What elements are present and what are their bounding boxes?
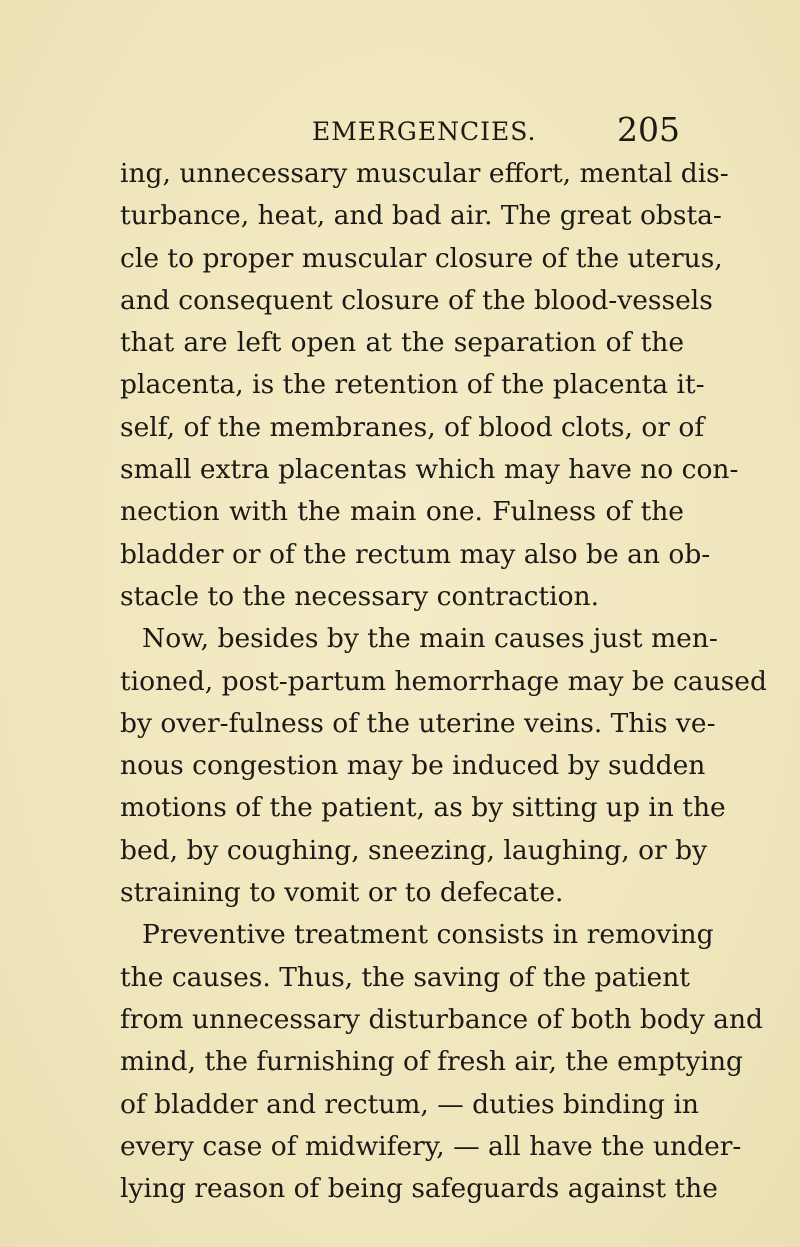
text-line: mind, the furnishing of fresh air, the emptying (120, 1046, 744, 1078)
text-line: straining to vomit or to defecate. (120, 877, 564, 909)
text-line: Preventive treatment consists in removing (142, 919, 714, 951)
body-text (120, 153, 767, 1210)
text-line: and consequent closure of the blood-vessels (120, 284, 713, 316)
text-line: turbance, heat, and bad air. The great obsta- (120, 200, 722, 232)
section-title: EMERGENCIES. (312, 117, 537, 146)
text-line: the causes. Thus, the saving of the patient (120, 961, 690, 993)
text-line: nous congestion may be induced by sudden (120, 750, 706, 782)
text-line: from unnecessary disturbance of both body and (120, 1003, 764, 1035)
text-line: ing, unnecessary muscular effort, mental dis- (120, 158, 729, 189)
text-line: lying reason of being safeguards against the (120, 1173, 718, 1205)
text-line: by over-fulness of the uterine veins. This ve- (120, 707, 716, 739)
text-line: bed, by coughing, sneezing, laughing, or by (120, 834, 708, 866)
text-line: motions of the patient, as by sitting up in the (120, 792, 726, 824)
text-line: Now, besides by the main causes just men- (142, 623, 718, 655)
text-line: cle to proper muscular closure of the uterus, (120, 242, 723, 274)
text-line: that are left open at the separation of the (120, 327, 684, 359)
text-line: bladder or of the rectum may also be an ob- (120, 538, 711, 570)
text-line: placenta, is the retention of the placenta it- (120, 369, 705, 401)
text-line: small extra placentas which may have no con- (120, 454, 739, 486)
text-line: stacle to the necessary contraction. (120, 580, 600, 612)
page-number: 205 (617, 110, 680, 149)
text-line: nection with the main one. Fulness of the (120, 496, 684, 528)
text-line: of bladder and rectum, — duties binding in (120, 1088, 699, 1120)
text-line: every case of midwifery, — all have the under- (120, 1130, 742, 1162)
text-line: self, of the membranes, of blood clots, or of (120, 411, 705, 443)
running-head (120, 112, 680, 152)
text-line: tioned, post-partum hemorrhage may be caused (120, 665, 767, 697)
